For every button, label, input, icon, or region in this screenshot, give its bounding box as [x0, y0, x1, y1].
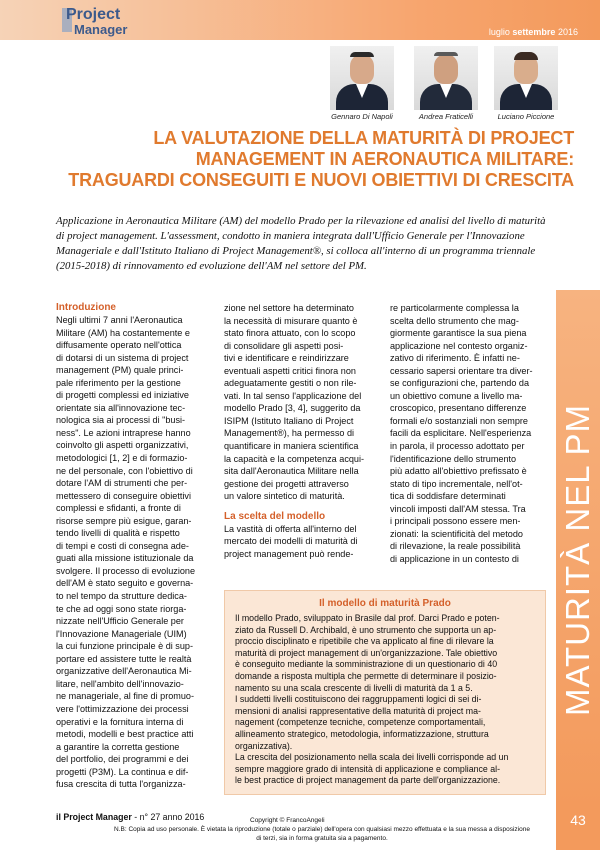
author-name: Gennaro Di Napoli: [331, 112, 393, 121]
section-heading-introduzione: Introduzione: [56, 302, 116, 313]
article-lead: Applicazione in Aeronautica Militare (AM) del modello Prado per la rilevazione ed analisi del livello di maturità di project management. L'assessment, condotto in maniera integrata dall'Ufficio Generale per l'Innovazione Manageriale e dall'Istituto Italiano di Project Management®, si colloca all'interno di un programma triennale (2015-2018) di rinnovamento ed evoluzione dell'AM nel settore del PM.: [56, 215, 546, 272]
issue-month: luglio: [488, 27, 510, 37]
footer-magazine-name: il Project Manager: [56, 812, 132, 822]
author-name: Luciano Piccione: [497, 112, 555, 121]
title-line: TRAGUARDI CONSEGUITI E NUOVI OBIETTIVI DI CRESCITA: [68, 170, 574, 190]
text-column-3: [390, 302, 546, 565]
prado-model-box: [224, 590, 546, 795]
text-column-2: [224, 302, 380, 560]
article-title: [14, 128, 574, 191]
author-name: Andrea Fraticelli: [418, 112, 474, 121]
footer-magazine: [56, 812, 204, 822]
body-paragraph: Negli ultimi 7 anni l'Aeronautica Militare (AM) ha costantemente e diffusamente operato nell'ottica di dotarsi di un sistema di project management (PM) quale princi- pale riferimento per la gestione di progetti complessi ed iniziative orientate sia all'innovazione tec- nologica sia ai processi di "busi- ness". Le azioni intraprese hanno coinvolto gli aspetti organizzativi, metodologici [1, 2] e di formazio- ne del personale, con l'obiettivo di dotare l'AM di strumenti che per- mettessero di conseguire obiettivi complessi e sfidanti, a fronte di risorse sempre più esigue, garan- tendo livelli di qualità e rispetto di tempi e costi di consegna ade- guati alla missione istituzionale da svolgere. Il processo di evoluzione dell'AM è stato seguito e governa- to nel tempo da strutture dedica- te che ad oggi sono state riorga- nizzate nell'Ufficio Generale per l'Innovazione Manageriale (UIM) la cui funzione principale è di sup- portare ed assistere tutte le realtà organizzative dell'Aeronautica Mi- litare, nell'ambito dell'innovazio- ne manageriale, al fine di promuo- vere l'ottimizzazione dei processi operativi e la fornitura interna di metodi, modelli e best practice atti a garantire la corretta gestione del portfolio, dei programmi e dei progetti (P3M). La continua e dif- fusa crescita di tutta l'organizza-: [56, 315, 196, 790]
issue-month2: settembre: [512, 27, 556, 37]
footer-copyright: Copyright © FrancoAngeli: [250, 817, 325, 824]
author-card: [410, 46, 482, 121]
footer-nb: N.B: Copia ad uso personale. È vietata la riproduzione (totale o parziale) dell'opera con qualsiasi mezzo effettuata e la sua messa a disposizione di terzi, sia in forma gratuita sia a pagamento.: [114, 826, 530, 842]
authors-strip: [0, 40, 600, 126]
magazine-logo: [62, 6, 148, 38]
text-column-1: [56, 302, 214, 791]
author-photo: [494, 46, 558, 110]
page-number: 43: [556, 806, 600, 850]
section-label: MATURITÀ NEL PM: [559, 403, 596, 717]
page-footer: [0, 806, 600, 850]
author-card: [490, 46, 562, 121]
title-line: LA VALUTAZIONE DELLA MATURITÀ DI PROJECT: [153, 128, 574, 148]
issue-date: [489, 27, 578, 37]
logo-line1: Project: [66, 6, 121, 23]
author-card: [326, 46, 398, 121]
section-heading-scelta-modello: La scelta del modello: [224, 510, 326, 522]
footer-issue: - n° 27 anno 2016: [131, 812, 205, 822]
title-line: MANAGEMENT IN AERONAUTICA MILITARE:: [195, 149, 574, 169]
box-title: Il modello di maturità Prado: [319, 598, 451, 609]
author-photo: [330, 46, 394, 110]
body-paragraph: zione nel settore ha determinato la necessità di misurare quanto è stato finora attuato, con lo scopo di consolidare gli aspetti posi- tivi e identificare e reindirizzare eventuali aspetti critici finora non adeguatamente gestiti o non rile- vati. In tal senso l'applicazione del modello Prado [3, 4], suggerito da ISIPM (Istituto Italiano di Project Management®), ha permesso di quantificare in maniera scientifica la capacità e la competenza acqui- sita dall'Aeronautica Militare nella gestione dei progetti attraverso un valore sintetico di maturità.: [224, 303, 365, 502]
issue-year: 2016: [557, 27, 578, 37]
box-text: Il modello Prado, sviluppato in Brasile dal prof. Darci Prado e poten- ziato da Russell D. Archibald, è uno strumento che supporta un ap- proccio disciplinato e ripetibile che va applicato al fine di rilevare la maturità di project management di un'organizzazione. Tale obiettivo è conseguito mediante la somministrazione di un questionario di 40 domande a risposta multipla che permette di determinare il posizio- namento su una scala crescente di livelli di maturità da 1 a 5. I suddetti livelli costituiscono dei raggruppamenti logici di sei di- mensioni di analisi rappresentative della maturità di project ma- nagement (competenze tecniche, competenze comportamentali, allineamento strategico, metodologia, informatizzazione, struttura organizzativa). La crescita del posizionamento nella scala dei livelli corrisponde ad un sempre maggiore grado di intensità di applicazione e compliance al- le best practice di project management da parte dell'organizzazione.: [235, 613, 509, 786]
author-photo: [414, 46, 478, 110]
body-paragraph: re particolarmente complessa la scelta dello strumento che mag- giormente garantisce la sua piena applicazione nel contesto organiz- zativo di riferimento. È infatti ne- cessario sapersi orientare tra diver- se configurazioni che, partendo da un obiettivo comune a livello ma- croscopico, presentano differenze formali e/o sostanziali non sempre facili da esplicitare. Nell'esperienza in parola, il processo adottato per l'identificazione dello strumento più adatto all'obiettivo prefissato è stato di tipo incrementale, nell'ot- tica di soddisfare determinati vincoli imposti dall'AM stessa. Tra i principali possono essere men- zionati: la scientificità del metodo di rilevazione, la reale possibilità di applicazione in un contesto di: [390, 303, 533, 564]
body-paragraph: La vastità di offerta all'interno del mercato dei modelli di maturità di project management può rende-: [224, 523, 358, 559]
logo-line2: Manager: [74, 22, 128, 37]
